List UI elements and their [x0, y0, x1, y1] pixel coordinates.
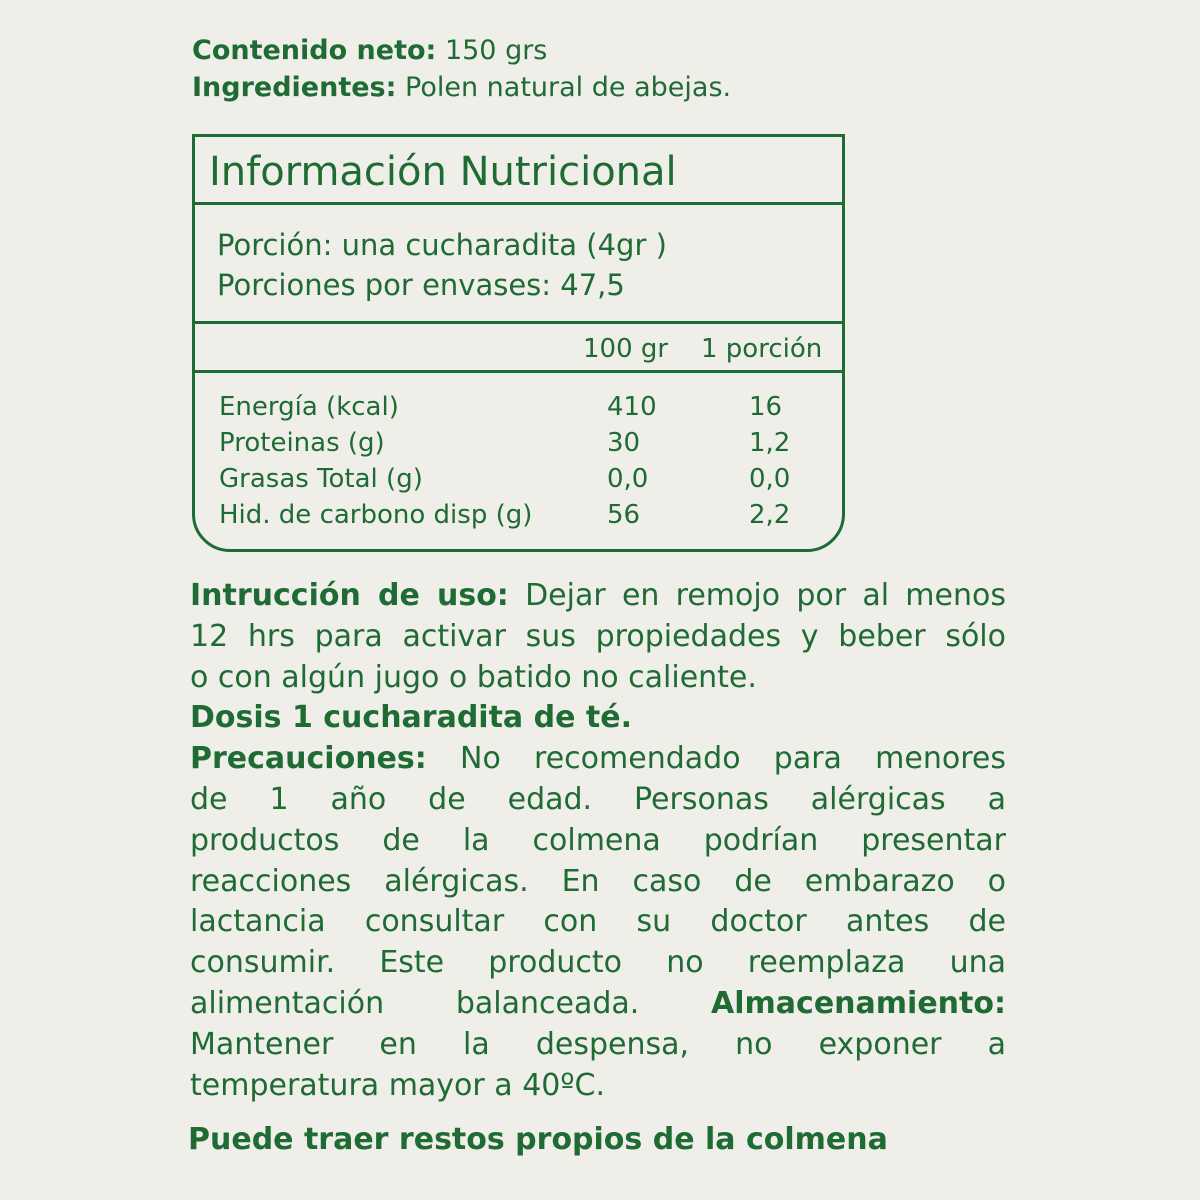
net-content-value: 150 grs: [444, 35, 548, 66]
nutrition-row-protein: [195, 425, 842, 461]
nutrient-value-100g: 410: [607, 392, 657, 422]
column-header-portion: 1 porción: [701, 334, 823, 364]
net-content-label: Contenido neto:: [192, 35, 437, 66]
storage-label: Almacenamiento:: [711, 985, 1006, 1021]
nutrition-row-energy: [195, 389, 842, 425]
precautions-line-3: productos de la colmena podrían presentar: [190, 822, 1006, 858]
net-content-line: [192, 32, 731, 69]
precautions-line-1: [190, 739, 1006, 780]
ingredients-value: Polen natural de abejas.: [405, 72, 732, 103]
nutrient-value-100g: 56: [607, 500, 641, 530]
nutrient-value-100g: 0,0: [607, 464, 649, 494]
servings-per-container: Porciones por envases: 47,5: [217, 268, 625, 302]
precautions-line-4: reacciones alérgicas. En caso de embarazo o: [190, 863, 1006, 899]
nutrient-value-100g: 30: [607, 428, 641, 458]
nutrient-value-portion: 2,2: [749, 500, 791, 530]
nutrition-facts-table: [192, 134, 845, 552]
nutrition-column-headers: [195, 327, 842, 373]
storage-line-2: temperatura mayor a 40ºC.: [190, 1067, 605, 1103]
column-header-100g: 100 gr: [583, 334, 669, 364]
nutrient-name: Hid. de carbono disp (g): [219, 500, 533, 530]
precautions-line-2: de 1 año de edad. Personas alérgicas a: [190, 781, 1006, 817]
precautions-text: No recomendado para menores: [460, 741, 1006, 777]
use-line-1: [190, 576, 1006, 617]
precautions-line-7: [190, 984, 1006, 1025]
use-line-2: 12 hrs para activar sus propiedades y beber sólo: [190, 618, 1006, 654]
storage-line-1: Mantener en la despensa, no exponer a: [190, 1026, 1006, 1062]
precautions-line-5: lactancia consultar con su doctor antes de: [190, 904, 1006, 940]
use-label: Intrucción de uso:: [190, 578, 509, 613]
nutrition-title: Información Nutricional: [195, 137, 842, 205]
ingredients-line: [192, 69, 731, 106]
instructions-block: [190, 576, 1006, 1106]
precautions-text-end: alimentación balanceada.: [190, 985, 640, 1021]
precautions-label: Precauciones:: [190, 741, 427, 777]
nutrient-name: Grasas Total (g): [219, 464, 423, 494]
nutrient-value-portion: 16: [749, 392, 783, 422]
nutrient-name: Proteinas (g): [219, 428, 385, 458]
serving-info: [195, 208, 842, 324]
nutrient-value-portion: 1,2: [749, 428, 791, 458]
use-line-3: o con algún jugo o batido no caliente.: [190, 659, 757, 695]
nutrition-row-fat: [195, 461, 842, 497]
nutrition-rows: [195, 389, 842, 533]
product-header: [192, 32, 731, 106]
nutrient-name: Energía (kcal): [219, 392, 399, 422]
nutrition-row-carbs: [195, 497, 842, 533]
nutrient-value-portion: 0,0: [749, 464, 791, 494]
serving-size: Porción: una cucharadita (4gr ): [217, 228, 667, 262]
use-text: Dejar en remojo por al menos: [525, 578, 1006, 613]
precautions-line-6: consumir. Este producto no reemplaza una: [190, 945, 1006, 981]
dose-text: Dosis 1 cucharadita de té.: [190, 700, 632, 736]
footer-note: Puede traer restos propios de la colmena: [188, 1122, 888, 1157]
ingredients-label: Ingredientes:: [192, 72, 397, 103]
